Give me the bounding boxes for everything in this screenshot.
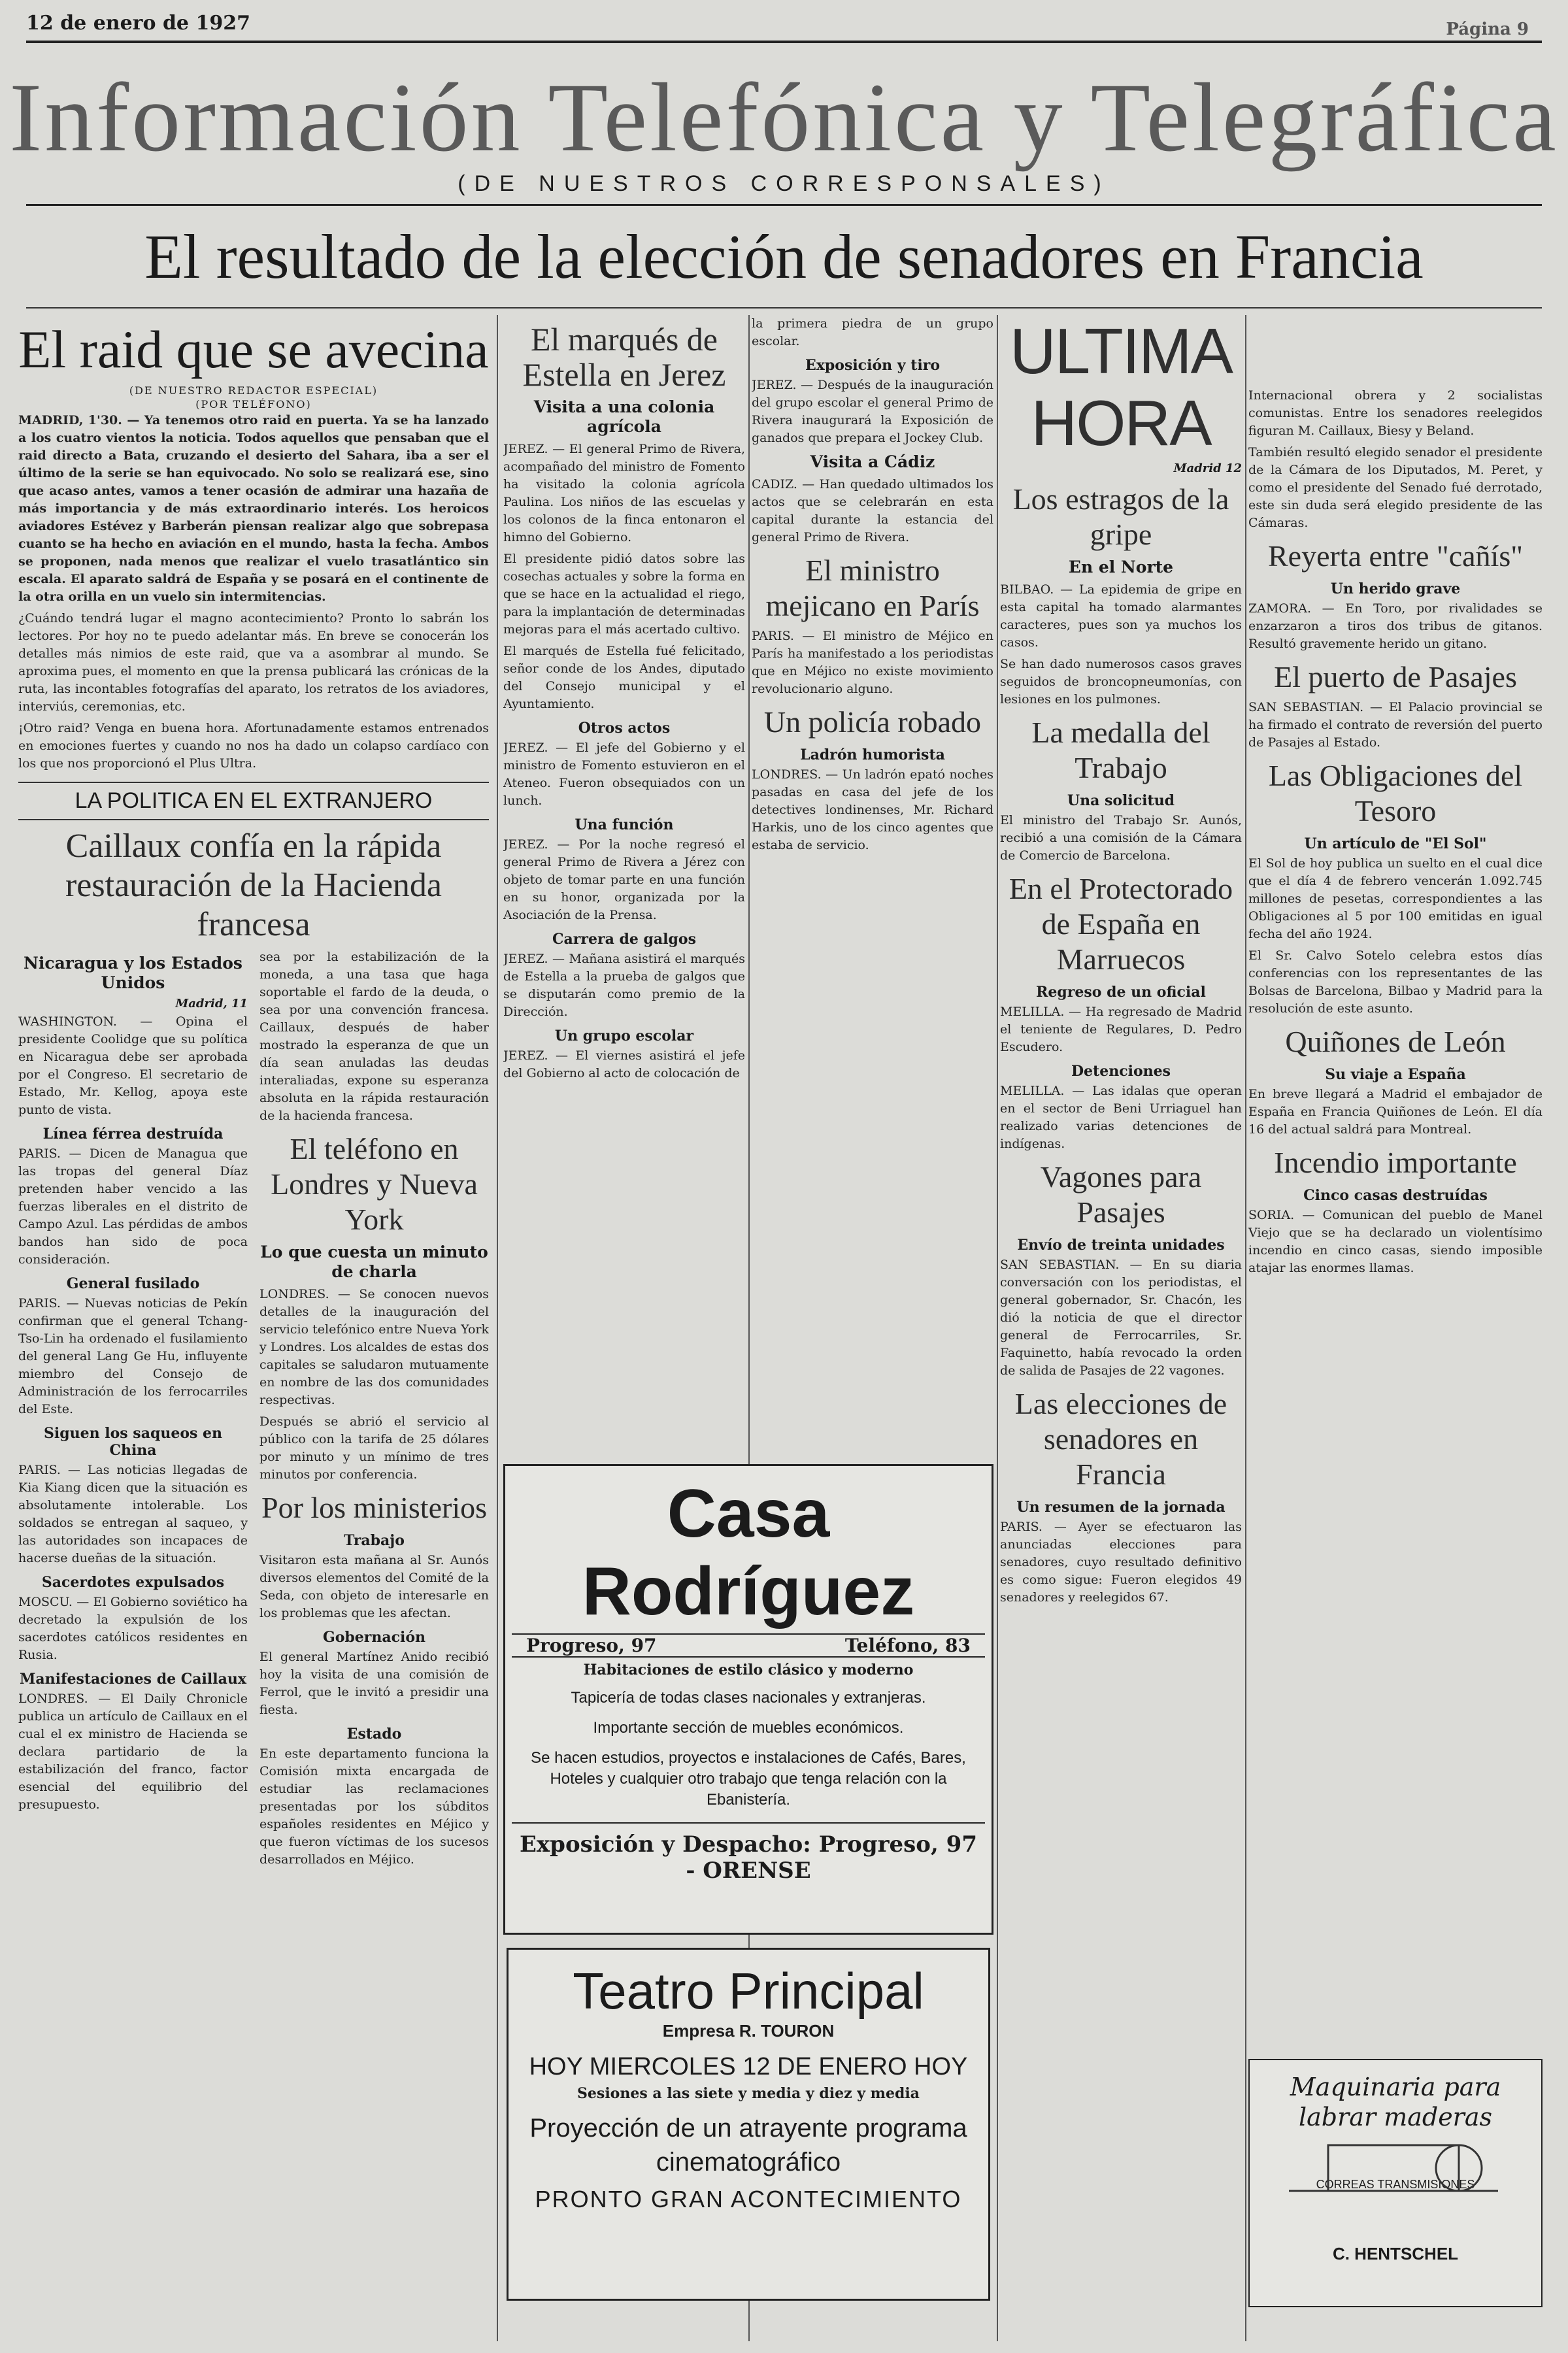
ministerios-title: Por los ministerios: [261, 1491, 488, 1524]
ad-empresa: Empresa R. TOURON: [662, 2021, 835, 2041]
raid-byline: (DE NUESTRO REDACTOR ESPECIAL): [129, 384, 378, 397]
subhead: Carrera de galgos: [552, 931, 696, 948]
ad-phone: Teléfono, 83: [844, 1635, 971, 1656]
foreign-politics-columns: [18, 948, 489, 1873]
paragraph: El presidente pidió datos sobre las cosechas actuales y sobre la forma en que se hace en la actualidad el riego, para la implantación de determinadas mejoras para el más acertado cultivo.: [503, 552, 745, 637]
paragraph: El general Martínez Anido recibió hoy la visita de una comisión de Ferrol, que le invitó a presidir una fiesta.: [259, 1650, 489, 1717]
ultima-hora-title: ULTIMA HORA: [1009, 315, 1233, 459]
subhead: Envío de treinta unidades: [1017, 1237, 1225, 1254]
subhead: Visita a Cádiz: [810, 452, 935, 471]
paragraph: El Sol de hoy publica un suelto en el cual dice que el día 4 de febrero vencerán 1.092.745 millones de pesetas, correspondientes a las Obligaciones al 5 por 100 emitidas en igual fecha del año 1924.: [1248, 856, 1543, 941]
subhead: Una función: [575, 816, 674, 833]
raid-paragraph: ¡Otro raid? Venga en buena hora. Afortunadamente estamos entrenados en emociones fuertes y cuando no nos ha dado un colapso cardíaco con los que nos proporcionó el Plus Ultra.: [18, 721, 489, 771]
main-headline: El resultado de la elección de senadores en Francia: [144, 222, 1424, 292]
ad-brand: C. HENTSCHEL: [1332, 2244, 1459, 2263]
elecciones-title: Las elecciones de senadores en Francia: [1014, 1387, 1227, 1491]
subhead: Manifestaciones de Caillaux: [20, 1671, 246, 1688]
paragraph: PARIS. — Nuevas noticias de Pekín confirman que el general Tchang-Tso-Lin ha ordenado el fusilamiento del general Lang Ge Hu, influyente miembro del Consejo de Administración de los ferrocarriles del Este.: [18, 1296, 248, 1416]
ad-correas: CORREAS TRANSMISIONES: [1316, 2178, 1475, 2191]
paragraph: También resultó elegido senador el presidente de la Cámara de los Diputados, M. Peret, y como el presidente del Senado fué derrotado, este sin duda será elegido presidente de las Cámaras.: [1248, 445, 1543, 530]
paragraph: LONDRES. — El Daily Chronicle publica un artículo de Caillaux en el cual el ex ministro de Hacienda se declara partidario de la estabilización del franco, factor esencial del equilibrio del presupuesto.: [18, 1692, 248, 1812]
subhead: Regreso de un oficial: [1036, 984, 1206, 1001]
estella-title: El marqués de Estella en Jerez: [522, 321, 726, 393]
paragraph: En este departamento funciona la Comisión mixta encargada de estudiar las reclamaciones presentadas por los súbditos españoles residentes en Méjico y que fueron víctimas de los sucesos desarrollados en Méjico.: [259, 1746, 489, 1867]
paragraph: Se han dado numerosos casos graves seguidos de broncopneumonías, con lesiones en los pulmones.: [1000, 657, 1242, 707]
foreign-col-right: [259, 948, 489, 1873]
paragraph: MELILLA. — Las idalas que operan en el sector de Beni Urriaguel han realizado varias detenciones de indígenas.: [1000, 1084, 1242, 1151]
subhead: Trabajo: [344, 1532, 405, 1549]
paragraph: Después se abrió el servicio al público con la tarifa de 25 dólares por minuto y un mínimo de tres minutos por conferencia.: [259, 1414, 489, 1482]
subhead: Un grupo escolar: [554, 1027, 694, 1044]
policia-robado-title: Un policía robado: [763, 705, 982, 739]
protectorado-title: En el Protectorado de España en Marruecos: [1009, 872, 1233, 976]
article-marques-estella: [503, 315, 745, 1452]
ad-strip: Habitaciones de estilo clásico y moderno: [583, 1661, 914, 1678]
paragraph: sea por la estabilización de la moneda, a una tasa que haga soportable el fardo de la deuda, o sea por una convención francesa. Caillaux, después de haber mostrado la esperanza de que un día sean anuladas las deudas interaliadas, expone su esperanza absoluta en la rápida restauración de la hacienda francesa.: [259, 950, 489, 1123]
reyerta-title: Reyerta entre "cañís": [1267, 539, 1524, 573]
paragraph: CADIZ. — Han quedado ultimados los actos que se celebrarán en esta capital durante la estancia del general Primo de Rivera.: [752, 477, 993, 544]
paragraph: El Sr. Calvo Sotelo celebra estos días conferencias con los representantes de las Bolsas de Barcelona, Bilbao y Madrid para la resolución de este asunto.: [1248, 948, 1543, 1016]
ad-line: Se hacen estudios, proyectos e instalaciones de Cafés, Bares, Hoteles y cualquier otro trabajo que tenga relación con la Ebanistería.: [531, 1749, 966, 1809]
caillaux-title: Caillaux confía en la rápida restauración de la Hacienda francesa: [65, 827, 442, 943]
paragraph: SAN SEBASTIAN. — El Palacio provincial se ha firmado el contrato de reversión del puerto de Pasajes al Estado.: [1248, 700, 1543, 750]
ad-teatro-principal: [507, 1948, 990, 2301]
paragraph: MELILLA. — Ha regresado de Madrid el teniente de Regulares, D. Pedro Escudero.: [1000, 1005, 1242, 1054]
paragraph: PARIS. — Ayer se efectuaron las anunciadas elecciones para senadores, cuyo resultado definitivo es como sigue: Fueron elegidos 49 senadores y reelegidos 67.: [1000, 1520, 1242, 1605]
subhead: Gobernación: [322, 1629, 426, 1646]
subhead: General fusilado: [66, 1275, 200, 1292]
paragraph: JEREZ. — El jefe del Gobierno y el ministro de Fomento estuvieron en el Ateneo. Fueron obsequiados con un lunch.: [503, 741, 745, 808]
foreign-col-left: [18, 948, 248, 1873]
paragraph: la primera piedra de un grupo escolar.: [752, 316, 993, 348]
paragraph: PARIS. — El ministro de Méjico en París ha manifestado a los periodistas que en Méjico no existe movimiento revolucionario alguno.: [752, 629, 993, 696]
column-divider: [1245, 315, 1246, 2341]
ad-line: Importante sección de muebles económicos.: [593, 1719, 904, 1737]
column-divider: [997, 315, 998, 2341]
subhead: Otros actos: [578, 720, 671, 737]
subhead: Detenciones: [1071, 1063, 1171, 1080]
saw-machine-icon: [1250, 2132, 1541, 2211]
subhead: Nicaragua y los Estados Unidos: [24, 954, 242, 992]
subhead: Sacerdotes expulsados: [41, 1574, 225, 1591]
ad-title: Casa Rodríguez: [582, 1476, 915, 1629]
paragraph: SORIA. — Comunican del pueblo de Manel Viejo que se ha declarado un violentísimo incendio en cinco casas, siendo imposible atajar las enormes llamas.: [1248, 1208, 1543, 1275]
quinones-title: Quiñones de León: [1285, 1025, 1506, 1058]
paragraph: PARIS. — Las noticias llegadas de Kia Kiang dicen que la situación es absolutamente intolerable. Los soldados se entregan al saqueo, y las autoridades son incapaces de hacerse dueñas de la situación.: [18, 1463, 248, 1565]
paragraph: WASHINGTON. — Opina el presidente Coolidge que su política en Nicaragua debe ser aprobada por el Congreso. El secretario de Estado, Mr. Kellog, apoya este punto de vista.: [18, 1014, 248, 1117]
ad-maquinaria: [1248, 2059, 1543, 2307]
page-number: Página 9: [1446, 20, 1529, 39]
ad-sessions: Sesiones a las siete y media y diez y media: [577, 2085, 920, 2102]
paragraph: Visitaron esta mañana al Sr. Aunós diversos elementos del Comité de la Seda, con objeto de interesarle en los problemas que les afectan.: [259, 1553, 489, 1620]
paragraph: JEREZ. — Mañana asistirá el marqués de Estella a la prueba de galgos que se disputarán como premio de la Dirección.: [503, 952, 745, 1019]
paragraph: Internacional obrera y 2 socialistas comunistas. Entre los senadores reelegidos figuran M. Caillaux, Biesy y Beland.: [1248, 388, 1543, 438]
issue-date: 12 de enero de 1927: [26, 12, 250, 35]
raid-paragraph: ¿Cuándo tendrá lugar el magno acontecimiento? Pronto lo sabrán los lectores. Por hoy no te puedo adelantar más. En breve se conocerán los detalles más nimios de este raid, que va a asombrar al mundo. Se aproxima pues, el momento en que la prensa publicará las crónicas de la ruta, las incontables fotografías del aparato, los retratos de los aviadores, interviús, ceremonias, etc.: [18, 611, 489, 714]
ad-date: HOY MIERCOLES 12 DE ENERO HOY: [529, 2053, 968, 2080]
ad-contact-row: [512, 1633, 985, 1658]
subhead: Línea férrea destruída: [42, 1126, 224, 1143]
raid-byline-phone: (POR TELÉFONO): [195, 398, 312, 410]
top-rule: [26, 41, 1542, 43]
article-jerez-continued: [752, 315, 993, 1452]
paragraph: El ministro del Trabajo Sr. Aunós, recibió a una comisión de la Cámara de Comercio de Barcelona.: [1000, 813, 1242, 863]
ad-casa-rodriguez: [503, 1464, 993, 1935]
paragraph: LONDRES. — Un ladrón epató noches pasadas en casa del jefe de los detectives londinenses, Mr. Richard Harkis, uno de los cinco agentes que estaba de servicio.: [752, 767, 993, 852]
gripe-title: Los estragos de la gripe: [1012, 482, 1229, 551]
ultima-hora: [1000, 315, 1242, 2341]
medalla-title: La medalla del Trabajo: [1031, 716, 1210, 784]
subhead: Siguen los saqueos en China: [43, 1425, 223, 1459]
paragraph: En breve llegará a Madrid el embajador de España en Francia Quiñones de León. El día 16 del actual saldrá para Montreal.: [1248, 1087, 1543, 1137]
telefono-title: El teléfono en Londres y Nueva York: [271, 1132, 478, 1236]
ad-pronto: PRONTO GRAN ACONTECIMIENTO: [535, 2186, 962, 2212]
paragraph: SAN SEBASTIAN. — En su diaria conversación con los periodistas, el general gobernador, Sr. Chacón, les dió la noticia de que el director general de Ferrocarriles, Sr. Faquinetto, había revocado la orden de salida de Pasajes de 22 vagones.: [1000, 1258, 1242, 1378]
paragraph: JEREZ. — El viernes asistirá el jefe del Gobierno al acto de colocación de: [503, 1048, 745, 1080]
ad-title: Maquinaria para labrar maderas: [1290, 2073, 1501, 2131]
vagones-title: Vagones para Pasajes: [1040, 1160, 1202, 1229]
paragraph: BILBAO. — La epidemia de gripe en esta capital ha tomado alarmantes caracteres, pues son ya muchos los casos.: [1000, 582, 1242, 650]
pasajes-title: El puerto de Pasajes: [1274, 660, 1517, 693]
paragraph: El marqués de Estella fué felicitado, señor conde de los Andes, diputado del Consejo municipal y el Ayuntamiento.: [503, 644, 745, 711]
ad-address: Progreso, 97: [526, 1635, 657, 1656]
headline-rule: [26, 307, 1542, 309]
subhead: Un resumen de la jornada: [1016, 1499, 1226, 1516]
masthead-subtitle: (DE NUESTROS CORRESPONSALES): [458, 171, 1110, 196]
subhead: Exposición y tiro: [805, 357, 940, 374]
incendio-title: Incendio importante: [1274, 1146, 1517, 1179]
raid-paragraph: MADRID, 1'30. — Ya tenemos otro raid en puerta. Ya se ha lanzado a los cuatro vientos la noticia. Todos aquellos que pensaban que el raid directo a Bata, cruzando el desierto del Sahara, iba a ser el último de la serie se han equivocado. No solo se realizará ese, sino que acaso antes, vamos a tener ocasión de admirar una hazaña de más importancia y de más extraordinario interés. Los heroicos aviadores Estévez y Barberán piensan realizar algo que sobrepasa cuanto se ha hecho en aviación en el mundo, hasta la fecha. Ambos se proponen, nada menos que realizar el vuelo trasatlántico sin escala. El aparato saldrá de España y se posará en el continente de la otra orilla en un vuelo sin intermitencias.: [18, 413, 489, 604]
obligaciones-title: Las Obligaciones del Tesoro: [1268, 759, 1523, 827]
subhead: Su viaje a España: [1325, 1066, 1466, 1083]
subhead: Estado: [346, 1726, 402, 1743]
dateline: Madrid 12: [1173, 461, 1242, 475]
paragraph: ZAMORA. — En Toro, por rivalidades se enzarzaron a tiros dos tribus de gitanos. Resultó gravemente herido un gitano.: [1248, 601, 1543, 651]
paragraph: JEREZ. — Por la noche regresó el general Primo de Rivera a Jérez con objeto de tomar parte en una función en su honor, organizada por la Asociación de la Prensa.: [503, 837, 745, 922]
dateline: Madrid, 11: [175, 997, 248, 1010]
paragraph: LONDRES. — Se conocen nuevos detalles de la inauguración del servicio telefónico entre Nueva York y Londres. Los alcaldes de estas dos capitales se saludaron mutuamente en nombre de las dos comunidades respectivas.: [259, 1287, 489, 1407]
subhead: En el Norte: [1068, 558, 1174, 576]
section-politics-abroad: LA POLITICA EN EL EXTRANJERO: [18, 782, 489, 820]
ad-program: Proyección de un atrayente programa cinematográfico: [529, 2114, 967, 2177]
masthead-rule: [26, 204, 1542, 206]
subhead: Cinco casas destruídas: [1303, 1187, 1488, 1204]
subhead: Visita a una colonia agrícola: [533, 397, 715, 436]
masthead: Información Telefónica y Telegráfica: [9, 63, 1559, 172]
paragraph: JEREZ. — Después de la inauguración del grupo escolar el general Primo de Rivera inaugurará la Exposición de ganados que prepara el Jockey Club.: [752, 378, 993, 445]
paragraph: PARIS. — Dicen de Managua que las tropas del general Díaz pretenden haber vencido a las fuerzas liberales en el distrito de Campo Azul. Las pérdidas de ambos bandos han sido de poca consideración.: [18, 1146, 248, 1267]
raid-title: El raid que se avecina: [18, 320, 489, 379]
subhead: Una solicitud: [1067, 792, 1175, 809]
ministro-mejicano-title: El ministro mejicano en París: [765, 554, 980, 622]
article-raid: [18, 315, 489, 2341]
paragraph: MOSCU. — El Gobierno soviético ha decretado la expulsión de los sacerdotes católicos residentes en Rusia.: [18, 1595, 248, 1662]
subhead: Un herido grave: [1330, 580, 1461, 597]
paragraph: JEREZ. — El general Primo de Rivera, acompañado del ministro de Fomento ha visitado la colonia agrícola Paulina. Los niños de las escuelas y los colonos de la finca entonaron el himno del Gobierno.: [503, 442, 745, 544]
ad-title: Teatro Principal: [573, 1962, 924, 2020]
ad-footer: Exposición y Despacho: Progreso, 97 - ORENSE: [512, 1822, 985, 1884]
subhead: Un artículo de "El Sol": [1304, 835, 1487, 852]
subhead: Ladrón humorista: [800, 746, 945, 763]
column-divider: [497, 315, 498, 2341]
ad-line: Tapicería de todas clases nacionales y extranjeras.: [571, 1689, 926, 1707]
subhead: Lo que cuesta un minuto de charla: [260, 1243, 488, 1281]
column-five: [1248, 315, 1543, 2047]
